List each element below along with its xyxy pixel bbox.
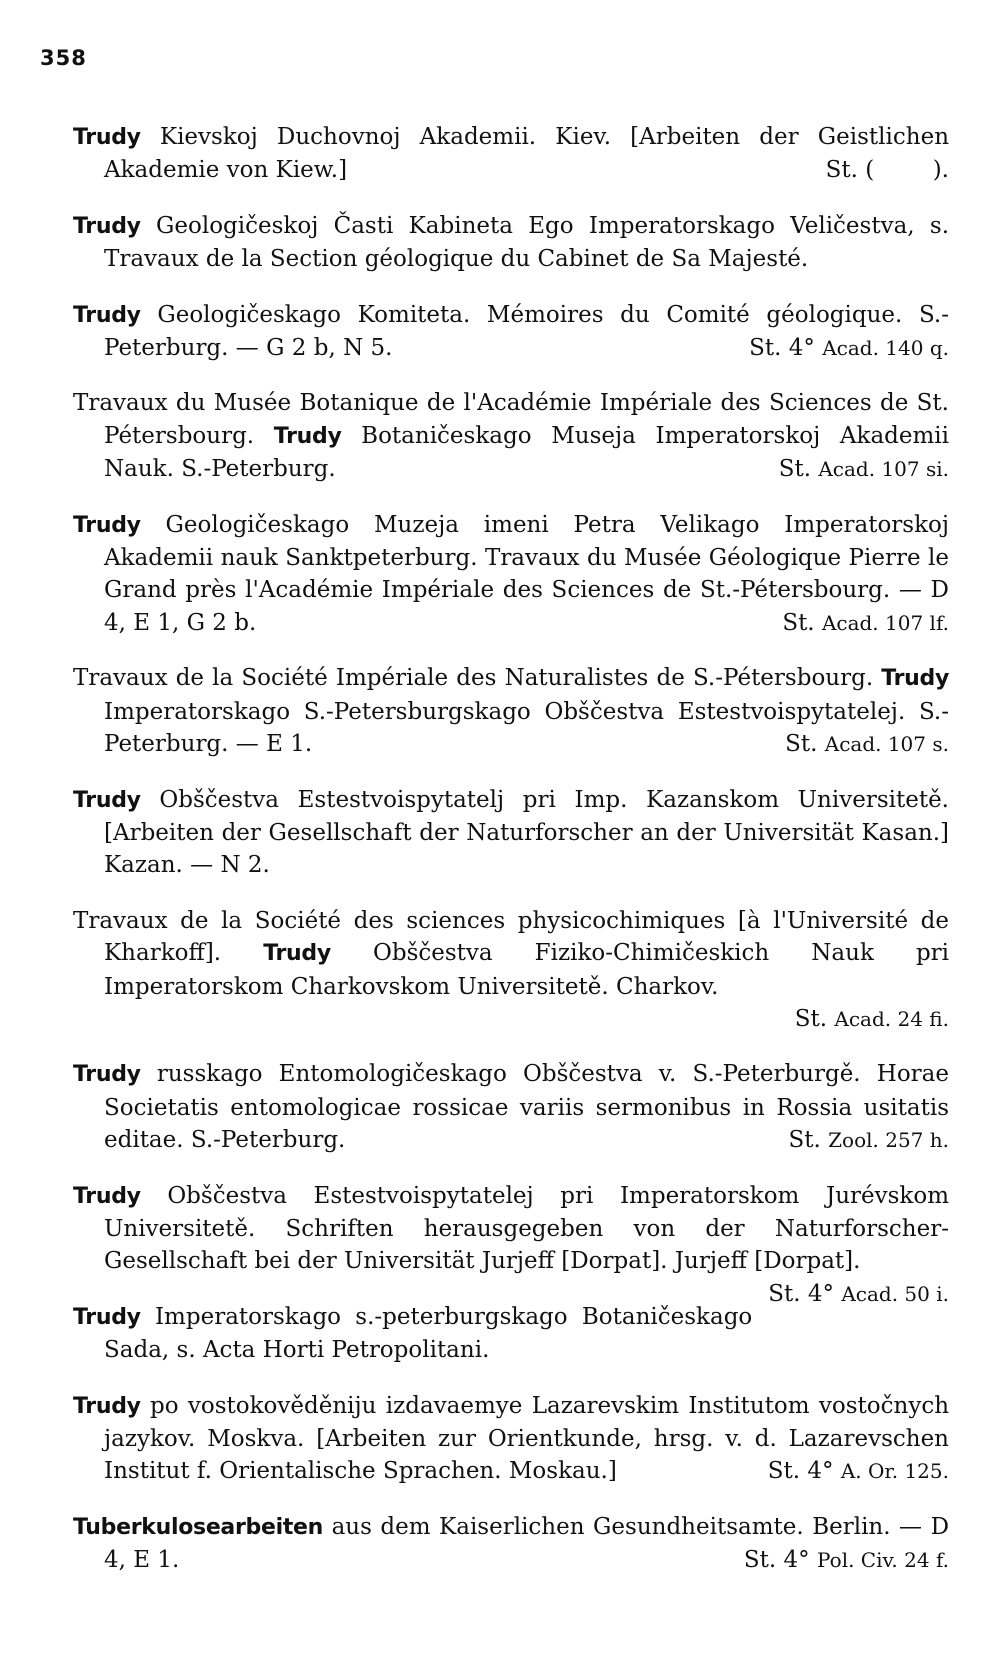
entry-lead-text: Travaux du Musée Botanique de l'Académie Impériale des Sciences de St. Pétersbourg.	[73, 390, 949, 449]
entry-keyword: Trudy	[73, 302, 141, 328]
catalog-entry	[73, 121, 949, 187]
shelf-st: St. 4°	[767, 1458, 834, 1485]
catalog-entry	[73, 905, 949, 1036]
shelf-st: St.	[788, 1127, 821, 1154]
entry-text: Botaničeskago Museja Imperatorskoj Akademii Nauk. S.-Peterburg.	[104, 422, 950, 483]
entry-text: Obščestva Estestvoispytatelj pri Imp. Kazanskom Universitetě. [Arbeiten der Gesellschaft der Naturforscher an der Universität Kasan.] Kazan. — N 2.	[104, 786, 949, 879]
shelf-st: St.	[782, 609, 815, 636]
entry-keyword: Trudy	[73, 125, 141, 150]
shelf-st: St. 4°	[749, 335, 815, 362]
shelf-number: ).	[932, 157, 949, 184]
entry-text: Geologičeskago Muzeja imeni Petra Velikago Imperatorskoj Akademii nauk Sanktpeterburg. Travaux du Musée Géologique Pierre le Grand près l'Académie Impériale des Sciences de St.-Pétersbourg. — D 4, E 1, G 2 b.	[104, 511, 950, 636]
shelf-number: Acad. 107 si.	[818, 457, 949, 482]
entry-lead-text: Travaux de la Société des sciences physicochimiques [à l'Université de Kharkoff].	[73, 907, 949, 967]
entry-text: Obščestva Estestvoispytatelej pri Imperatorskom Jurévskom Universitetě. Schriften herausgegeben von der Naturforscher-Gesellschaft bei der Universität Jurjeff [Dorpat]. Jurjeff [Dorpat].	[104, 1182, 949, 1275]
entry-keyword: Trudy	[881, 666, 949, 692]
catalog-entry	[73, 1058, 949, 1156]
entry-keyword: Trudy	[73, 787, 141, 813]
entry-text: Geologičeskago Komiteta. Mémoires du Comité géologique. S.-Peterburg. — G 2 b, N 5.	[104, 301, 949, 362]
catalog-entry	[73, 1390, 949, 1488]
entry-text: russkago Entomologičeskago Obščestva v. S.-Peterburgě. Horae Societatis entomologicae rossicae variis sermonibus in Rossia usitatis editae. S.-Peterburg.	[104, 1061, 950, 1154]
shelf-number: Acad. 50 i.	[841, 1281, 949, 1306]
shelf-mark	[789, 1124, 949, 1156]
catalog-entry	[73, 662, 949, 760]
shelf-mark	[785, 728, 949, 760]
shelf-number: A. Or. 125.	[840, 1459, 949, 1484]
entry-keyword: Trudy	[73, 213, 141, 239]
catalog-entry	[73, 387, 949, 485]
catalog-entry	[73, 1301, 949, 1367]
entry-keyword: Trudy	[73, 1304, 141, 1330]
catalog-entry	[73, 1180, 949, 1307]
entry-keyword: Tuberkulosearbeiten	[73, 1514, 324, 1540]
catalog-entry	[73, 1511, 949, 1577]
entry-lead-text: Travaux de la Société Impériale des Naturalistes de S.-Pétersbourg.	[73, 665, 874, 692]
entry-text: aus dem Kaiserlichen Gesundheitsamte. Berlin. — D 4, E 1.	[104, 1513, 950, 1574]
entry-keyword: Trudy	[73, 1183, 141, 1209]
shelf-number: Acad. 107 lf.	[821, 610, 949, 635]
entry-keyword: Trudy	[73, 512, 141, 538]
shelf-st: St. (	[825, 157, 875, 184]
shelf-number: Acad. 107 s.	[824, 732, 949, 757]
shelf-mark	[782, 607, 949, 639]
entry-text: Kievskoj Duchovnoj Akademii. Kiev. [Arbeiten der Geistlichen Akademie von Kiew.]	[104, 124, 950, 184]
catalog-entries	[73, 98, 949, 1600]
catalog-entry	[73, 299, 949, 365]
catalog-entry	[73, 509, 949, 640]
entry-keyword: Trudy	[273, 423, 342, 449]
entry-keyword: Trudy	[73, 1393, 141, 1419]
entry-text: Geologičeskoj Časti Kabineta Ego Imperatorskago Veličestva, s. Travaux de la Section géologique du Cabinet de Sa Majesté.	[104, 212, 950, 273]
shelf-number: Pol. Civ. 24 f.	[817, 1548, 949, 1573]
shelf-mark	[749, 332, 949, 364]
shelf-mark	[779, 453, 949, 485]
page-number: 358	[40, 46, 87, 70]
shelf-st: St. 4°	[743, 1547, 810, 1574]
shelf-st: St.	[794, 1005, 828, 1032]
shelf-number: Acad. 140 q.	[822, 336, 949, 361]
shelf-st: St.	[778, 456, 812, 483]
catalog-entry	[73, 784, 949, 882]
entry-keyword: Trudy	[73, 1062, 141, 1088]
shelf-mark	[744, 1544, 949, 1576]
entry-text: Imperatorskago S.-Petersburgskago Obščestva Estestvoispytatelej. S.-Peterburg. — E 1.	[104, 698, 949, 758]
catalog-entry	[73, 210, 949, 276]
shelf-mark	[768, 1455, 949, 1487]
entry-text: Imperatorskago s.-peterburgskago Botaničeskago Sada, s. Acta Horti Petropolitani.	[104, 1303, 753, 1364]
shelf-mark	[826, 154, 949, 186]
shelf-number: Acad. 24 fi.	[834, 1006, 949, 1031]
shelf-st: St.	[785, 731, 818, 758]
shelf-mark	[104, 1003, 949, 1035]
entry-text: po vostokověděniju izdavaemye Lazarevskim Institutom vostočnych jazykov. Moskva. [Arbeiten zur Orientkunde, hrsg. v. d. Lazarevschen Institut f. Orientalische Sprachen. Moskau.]	[104, 1392, 950, 1485]
entry-text: Obščestva Fiziko-Chimičeskich Nauk pri Imperatorskom Charkovskom Universitetě. Charkov.	[104, 940, 950, 1000]
shelf-st: St. 4°	[768, 1280, 835, 1307]
shelf-number: Zool. 257 h.	[828, 1128, 949, 1153]
entry-keyword: Trudy	[263, 941, 331, 967]
